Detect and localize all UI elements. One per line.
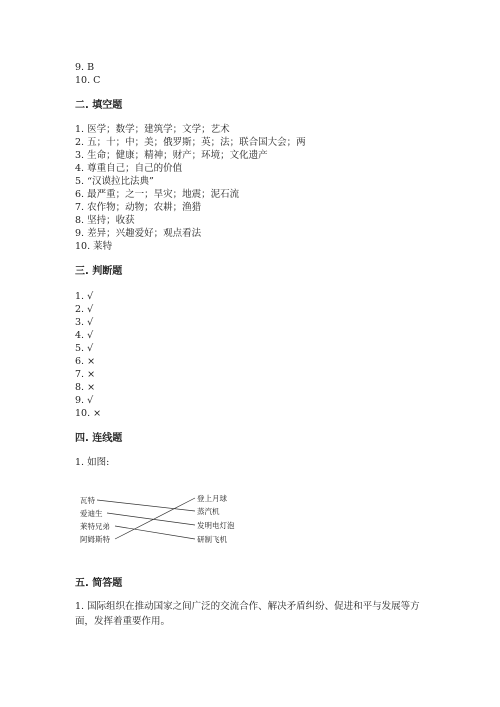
answer-line: 6. 最严重；之一；旱灾；地震；泥石流: [75, 189, 240, 200]
matching-diagram: [75, 488, 275, 553]
answer-line: 3. √: [75, 317, 94, 328]
answer-line: 5. “汉谟拉比法典”: [75, 176, 154, 187]
right-item-steam-engine: 蒸汽机: [197, 507, 220, 516]
answer-line: 9. 差异；兴趣爱好；观点看法: [75, 228, 202, 239]
answer-line: 8. 坚持；收获: [75, 215, 135, 226]
left-item-wright-brothers: 莱特兄弟: [80, 522, 110, 531]
section-heading-short-answer: 五. 简答题: [75, 578, 123, 589]
answer-line: 6. ×: [75, 356, 96, 367]
matching-intro: 1. 如图:: [75, 457, 110, 468]
left-item-edison: 爱迪生: [80, 509, 103, 518]
right-item-airplane: 研制飞机: [197, 535, 227, 544]
answer-line: 1. √: [75, 291, 94, 302]
answer-line: 9. √: [75, 395, 94, 406]
short-answer-text: 1. 国际组织在推动国家之间广泛的交流合作、解决矛盾纠纷、促进和平与发展等方面，发挥着重要作用。: [75, 601, 420, 627]
left-item-armstrong: 阿姆斯特: [80, 535, 110, 544]
answer-line: 10. ×: [75, 408, 102, 419]
right-item-moon-landing: 登上月球: [197, 494, 227, 503]
answer-line: 2. √: [75, 304, 94, 315]
answer-line: 9. B: [75, 62, 95, 73]
answer-line: 5. √: [75, 343, 94, 354]
answer-line: 10. C: [75, 75, 101, 86]
answer-line: 2. 五；十；中；美；俄罗斯；英；法；联合国大会；两: [75, 137, 306, 148]
answer-line: 4. 尊重自己；自己的价值: [75, 163, 183, 174]
section-heading-fill-blank: 二. 填空题: [75, 100, 123, 111]
answer-line: 4. √: [75, 330, 94, 341]
match-line-edison-light-bulb: [107, 513, 195, 525]
answer-line: 7. ×: [75, 369, 96, 380]
answer-line: 1. 医学；数学；建筑学；文学；艺术: [75, 124, 230, 135]
answer-line: 8. ×: [75, 382, 96, 393]
section-heading-true-false: 三. 判断题: [75, 266, 123, 277]
left-item-watt: 瓦特: [80, 496, 95, 505]
right-item-light-bulb: 发明电灯泡: [197, 521, 235, 530]
answer-line: 10. 莱特: [75, 241, 113, 252]
answer-line: 3. 生命；健康；精神；财产；环境；文化遗产: [75, 150, 268, 161]
section-heading-matching: 四. 连线题: [75, 433, 123, 444]
answer-line: 7. 农作物；动物；农耕；渔猎: [75, 202, 202, 213]
